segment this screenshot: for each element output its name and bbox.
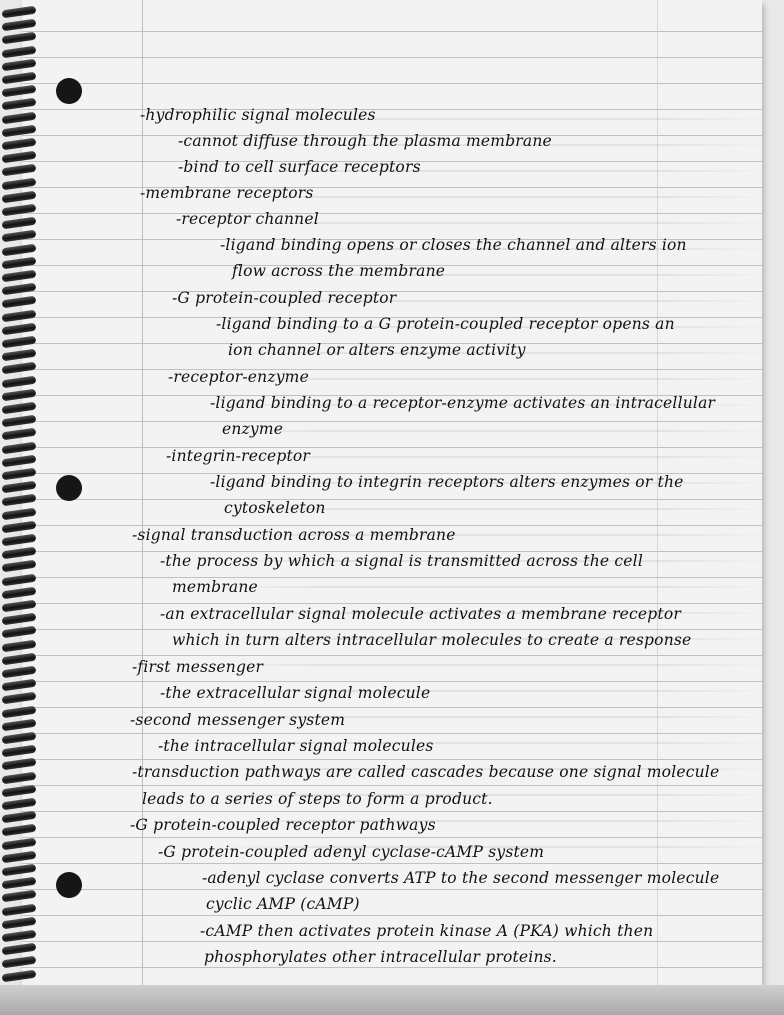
- coil-loop: [2, 164, 37, 177]
- coil-loop: [2, 309, 37, 322]
- coil-loop: [2, 217, 37, 230]
- note-line: -ligand binding opens or closes the channel and alters ion: [220, 236, 687, 254]
- coil-loop: [2, 283, 37, 296]
- coil-loop: [2, 903, 37, 916]
- note-line: -an extracellular signal molecule activates a membrane receptor: [160, 605, 681, 623]
- coil-loop: [2, 98, 37, 111]
- coil-loop: [2, 124, 37, 137]
- coil-loop: [2, 388, 37, 401]
- coil-loop: [2, 190, 37, 203]
- coil-loop: [2, 850, 37, 863]
- note-line: -cannot diffuse through the plasma membrane: [178, 132, 552, 150]
- coil-loop: [2, 666, 37, 679]
- note-line: enzyme: [222, 420, 284, 438]
- coil-loop: [2, 230, 37, 243]
- coil-loop: [2, 138, 37, 151]
- coil-loop: [2, 626, 37, 639]
- note-line: -the intracellular signal molecules: [158, 737, 434, 755]
- note-line: cytoskeleton: [224, 499, 326, 517]
- note-line: -cAMP then activates protein kinase A (PKA) which then: [200, 922, 654, 940]
- note-line: -adenyl cyclase converts ATP to the second messenger molecule: [202, 869, 720, 887]
- note-line: cyclic AMP (cAMP): [206, 895, 360, 913]
- note-line: -first messenger: [132, 658, 264, 676]
- coil-loop: [2, 428, 37, 441]
- coil-loop: [2, 441, 37, 454]
- coil-loop: [2, 204, 37, 217]
- coil-loop: [2, 613, 37, 626]
- coil-loop: [2, 151, 37, 164]
- coil-loop: [2, 32, 37, 45]
- note-line: -the process by which a signal is transmitted across the cell: [160, 552, 643, 570]
- coil-loop: [2, 58, 37, 71]
- note-line: -second messenger system: [130, 711, 346, 729]
- note-line: -bind to cell surface receptors: [178, 158, 421, 176]
- coil-loop: [2, 956, 37, 969]
- coil-loop: [2, 111, 37, 124]
- coil-loop: [2, 692, 37, 705]
- coil-loop: [2, 520, 37, 533]
- note-line: -hydrophilic signal molecules: [140, 106, 376, 124]
- coil-loop: [2, 296, 37, 309]
- note-line: -the extracellular signal molecule: [160, 684, 431, 702]
- coil-loop: [2, 758, 37, 771]
- coil-loop: [2, 362, 37, 375]
- coil-loop: [2, 415, 37, 428]
- note-line: -ligand binding to integrin receptors alters enzymes or the: [210, 473, 684, 491]
- punch-hole-top: [56, 78, 82, 104]
- coil-loop: [2, 349, 37, 362]
- coil-loop: [2, 6, 37, 19]
- coil-loop: [2, 507, 37, 520]
- note-line: -ligand binding to a receptor-enzyme activates an intracellular: [210, 394, 716, 412]
- note-line: -ligand binding to a G protein-coupled receptor opens an: [216, 315, 675, 333]
- coil-loop: [2, 930, 37, 943]
- note-line: -membrane receptors: [140, 184, 314, 202]
- coil-loop: [2, 481, 37, 494]
- coil-loop: [2, 336, 37, 349]
- coil-loop: [2, 547, 37, 560]
- note-line: -receptor channel: [176, 210, 319, 228]
- coil-loop: [2, 784, 37, 797]
- coil-loop: [2, 877, 37, 890]
- coil-loop: [2, 798, 37, 811]
- coil-loop: [2, 72, 37, 85]
- note-line: -signal transduction across a membrane: [132, 526, 456, 544]
- coil-loop: [2, 745, 37, 758]
- coil-loop: [2, 560, 37, 573]
- coil-loop: [2, 494, 37, 507]
- coil-loop: [2, 454, 37, 467]
- coil-loop: [2, 824, 37, 837]
- note-line: -receptor-enzyme: [168, 368, 309, 386]
- coil-loop: [2, 811, 37, 824]
- note-line: membrane: [172, 578, 258, 596]
- punch-hole-middle: [56, 475, 82, 501]
- coil-loop: [2, 771, 37, 784]
- note-line: phosphorylates other intracellular proteins.: [204, 948, 557, 966]
- coil-loop: [2, 468, 37, 481]
- faint-right-line: [657, 0, 658, 985]
- margin-line: [142, 0, 143, 985]
- coil-loop: [2, 943, 37, 956]
- coil-loop: [2, 718, 37, 731]
- coil-loop: [2, 652, 37, 665]
- coil-loop: [2, 600, 37, 613]
- punch-hole-bottom: [56, 872, 82, 898]
- coil-loop: [2, 534, 37, 547]
- coil-loop: [2, 270, 37, 283]
- coil-loop: [2, 705, 37, 718]
- coil-loop: [2, 256, 37, 269]
- coil-loop: [2, 573, 37, 586]
- note-line: ion channel or alters enzyme activity: [228, 341, 526, 359]
- coil-loop: [2, 864, 37, 877]
- coil-loop: [2, 916, 37, 929]
- spiral-binding: [0, 0, 38, 985]
- note-line: -G protein-coupled adenyl cyclase-cAMP system: [158, 843, 545, 861]
- note-line: which in turn alters intracellular molecules to create a response: [172, 631, 692, 649]
- coil-loop: [2, 177, 37, 190]
- coil-loop: [2, 375, 37, 388]
- note-line: -G protein-coupled receptor: [172, 289, 397, 307]
- note-line: leads to a series of steps to form a product.: [142, 790, 493, 808]
- coil-loop: [2, 19, 37, 32]
- note-line: flow across the membrane: [232, 262, 446, 280]
- coil-loop: [2, 969, 37, 982]
- coil-loop: [2, 243, 37, 256]
- note-line: -integrin-receptor: [166, 447, 311, 465]
- coil-loop: [2, 732, 37, 745]
- note-line: -transduction pathways are called cascades because one signal molecule: [132, 763, 720, 781]
- note-line: -G protein-coupled receptor pathways: [130, 816, 436, 834]
- coil-loop: [2, 639, 37, 652]
- coil-loop: [2, 837, 37, 850]
- coil-loop: [2, 322, 37, 335]
- coil-loop: [2, 679, 37, 692]
- coil-loop: [2, 85, 37, 98]
- page-bottom-edge: [0, 985, 784, 1015]
- coil-loop: [2, 402, 37, 415]
- coil-loop: [2, 890, 37, 903]
- coil-loop: [2, 45, 37, 58]
- coil-loop: [2, 586, 37, 599]
